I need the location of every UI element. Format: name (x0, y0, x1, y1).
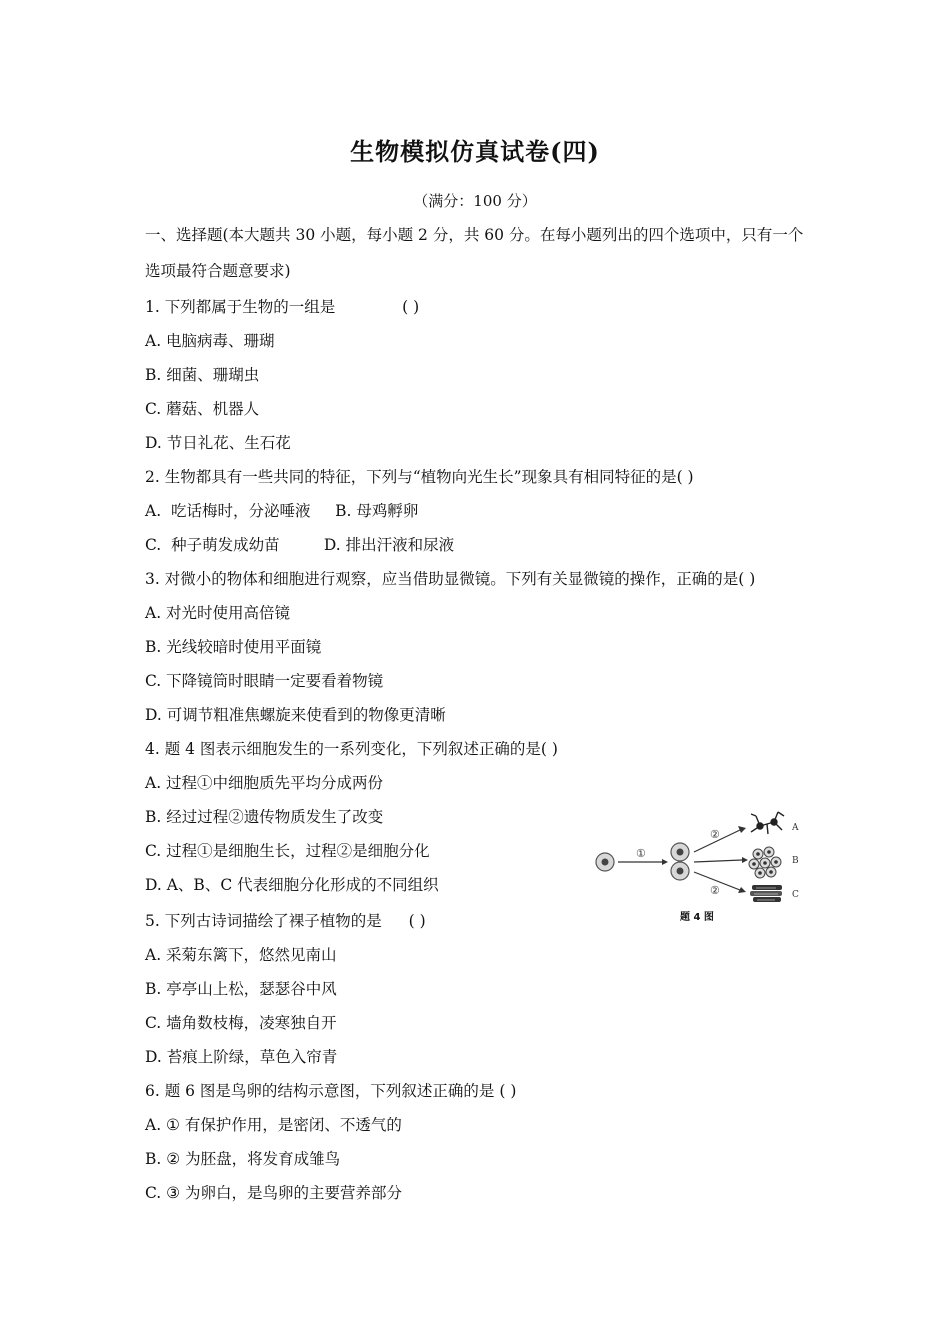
question-4-option-c: C. 过程①是细胞生长，过程②是细胞分化 (145, 842, 430, 860)
question-5-option-b: B. 亭亭山上松，瑟瑟谷中风 (145, 980, 337, 998)
question-5-stem (145, 910, 426, 932)
nerve-tissue-icon (751, 812, 784, 834)
exam-title: 生物模拟仿真试卷(四) (350, 137, 600, 166)
epithelial-cluster-icon (749, 847, 781, 878)
question-4-option-d: D. A、B、C 代表细胞分化形成的不同组织 (145, 876, 439, 894)
question-1-option-c: C. 蘑菇、机器人 (145, 400, 260, 418)
question-1-option-a: A. 电脑病毒、珊瑚 (145, 332, 275, 350)
question-5-option-d: D. 苔痕上阶绿，草色入帘青 (145, 1048, 338, 1066)
question-4-option-b: B. 经过过程②遗传物质发生了改变 (145, 808, 384, 826)
question-3-option-c: C. 下降镜筒时眼睛一定要看着物镜 (145, 672, 384, 690)
question-1-stem (145, 296, 419, 318)
question-4-stem: 4. 题 4 图表示细胞发生的一系列变化，下列叙述正确的是( ) (145, 740, 558, 758)
question-5-option-c: C. 墙角数枝梅，凌寒独自开 (145, 1014, 337, 1032)
question-3-option-a: A. 对光时使用高倍镜 (145, 604, 291, 622)
question-3-option-b: B. 光线较暗时使用平面镜 (145, 638, 322, 656)
figure-4-caption: 题 4 图 (680, 912, 714, 923)
question-6-option-a: A. ① 有保护作用，是密闭、不透气的 (145, 1116, 402, 1134)
single-cell-icon (596, 853, 614, 871)
full-score: （满分：100 分） (413, 192, 537, 210)
process-2-label-top: ② (710, 828, 720, 841)
question-5-answer-blank: ( ) (408, 912, 426, 930)
muscle-tissue-icon (750, 885, 782, 902)
question-5-text: 5. 下列古诗词描绘了裸子植物的是 (145, 912, 382, 930)
question-6-stem: 6. 题 6 图是鸟卵的结构示意图，下列叙述正确的是 ( ) (145, 1082, 517, 1100)
question-1-option-d: D. 节日礼花、生石花 (145, 434, 291, 452)
section-instructions-line1: 一、选择题(本大题共 30 小题，每小题 2 分，共 60 分。在每小题列出的四个选项中，只有一个 (145, 226, 804, 244)
question-1-answer-blank: ( ) (402, 298, 420, 316)
question-5-option-a: A. 采菊东篱下，悠然见南山 (145, 946, 337, 964)
question-3-option-d: D. 可调节粗准焦螺旋来使看到的物像更清晰 (145, 706, 446, 724)
question-2-options-ab: A. 吃话梅时，分泌唾液 B. 母鸡孵卵 (145, 502, 419, 520)
tissue-a-label: A (792, 823, 799, 833)
process-1-label: ① (636, 847, 646, 860)
question-4-option-a: A. 过程①中细胞质先平均分成两份 (145, 774, 384, 792)
process-2-label-bottom: ② (710, 884, 720, 897)
question-6-option-b: B. ② 为胚盘，将发育成雏鸟 (145, 1150, 341, 1168)
question-2-stem: 2. 生物都具有一些共同的特征，下列与“植物向光生长”现象具有相同特征的是( ) (145, 468, 694, 486)
tissue-b-label: B (792, 856, 799, 866)
tissue-c-label: C (792, 890, 799, 900)
section-instructions-line2: 选项最符合题意要求) (145, 262, 291, 280)
question-1-option-b: B. 细菌、珊瑚虫 (145, 366, 260, 384)
two-cells-icon (671, 843, 689, 880)
question-1-text: 1. 下列都属于生物的一组是 (145, 298, 336, 316)
question-3-stem: 3. 对微小的物体和细胞进行观察，应当借助显微镜。下列有关显微镜的操作，正确的是( ) (145, 570, 756, 588)
process-2-arrow-b (694, 860, 742, 862)
question-6-option-c: C. ③ 为卵白，是鸟卵的主要营养部分 (145, 1184, 402, 1202)
question-2-options-cd: C. 种子萌发成幼苗 D. 排出汗液和尿液 (145, 536, 455, 554)
